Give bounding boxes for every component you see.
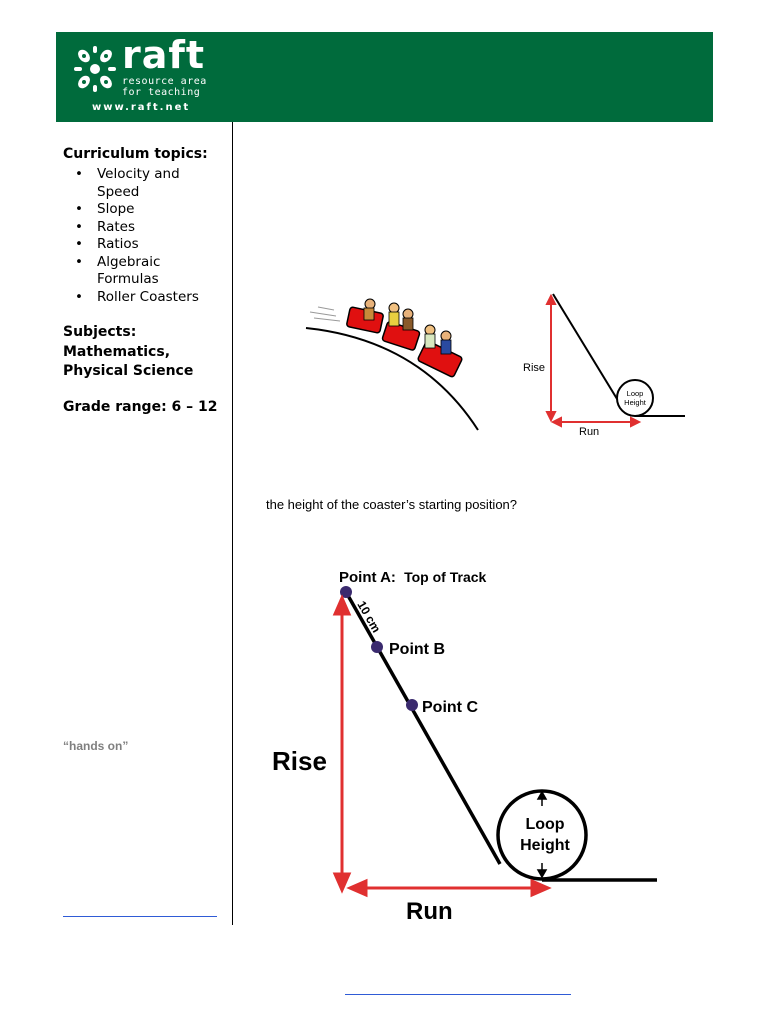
small-track-slope <box>553 294 625 412</box>
question-text: the height of the coaster’s starting position? <box>266 497 518 512</box>
loop-label-2: Height <box>520 837 570 854</box>
grade-range: Grade range: 6 – 12 <box>63 399 218 415</box>
list-item: • Velocity and Speed <box>63 166 217 201</box>
small-rise-label: Rise <box>523 362 546 374</box>
small-loop-label-2: Height <box>624 398 646 407</box>
coaster-cart-2 <box>382 303 421 351</box>
motion-lines <box>310 307 340 321</box>
list-item: • Rates <box>63 219 217 237</box>
list-item: • Slope <box>63 201 217 219</box>
point-a-description: Top of Track <box>404 569 487 585</box>
column-divider <box>232 122 233 925</box>
roller-coaster-illustration <box>300 290 490 435</box>
hands-on-label: “hands on” <box>63 739 129 753</box>
topics-heading: Curriculum topics: <box>63 146 208 162</box>
small-loop-label-1: Loop <box>626 389 644 398</box>
run-arrow <box>350 881 548 895</box>
brand-tagline <box>122 76 207 98</box>
point-a-label <box>339 569 487 586</box>
coaster-cart-1 <box>346 299 383 333</box>
subjects-heading: Subjects: <box>63 324 137 340</box>
small-run-arrow <box>553 418 639 426</box>
subjects-value: Mathematics, Physical Science <box>63 344 194 379</box>
footer-link[interactable] <box>345 994 571 995</box>
run-label: Run <box>406 898 453 925</box>
distance-label: 10 cm <box>354 598 384 635</box>
loop-label-1: Loop <box>525 816 565 833</box>
rise-arrow <box>335 598 349 890</box>
tagline-line-1: resource area <box>122 76 207 87</box>
sidebar <box>63 145 228 416</box>
brand-name: raft <box>122 33 206 77</box>
point-b-marker <box>371 641 383 653</box>
tagline-line-2: for teaching <box>122 87 201 98</box>
list-item: • Roller Coasters <box>63 289 217 307</box>
point-a-title: Point A: <box>339 569 396 586</box>
coaster-cart-3 <box>417 325 463 378</box>
small-rise-run-diagram <box>515 288 695 440</box>
brand-url: www.raft.net <box>92 102 191 113</box>
track-slope <box>346 592 500 864</box>
raft-hands-logo-icon <box>70 44 120 94</box>
list-item: • Ratios <box>63 236 217 254</box>
point-c-marker <box>406 699 418 711</box>
sidebar-link[interactable] <box>63 916 217 917</box>
point-b-label: Point B <box>389 641 445 658</box>
point-c-label: Point C <box>422 699 478 716</box>
small-rise-arrow <box>547 296 555 420</box>
rise-label: Rise <box>272 746 327 776</box>
small-run-label: Run <box>579 426 600 438</box>
topics-list <box>63 166 228 306</box>
header-banner <box>56 32 713 122</box>
large-rise-run-diagram <box>262 560 672 930</box>
list-item: • Algebraic Formulas <box>63 254 217 289</box>
